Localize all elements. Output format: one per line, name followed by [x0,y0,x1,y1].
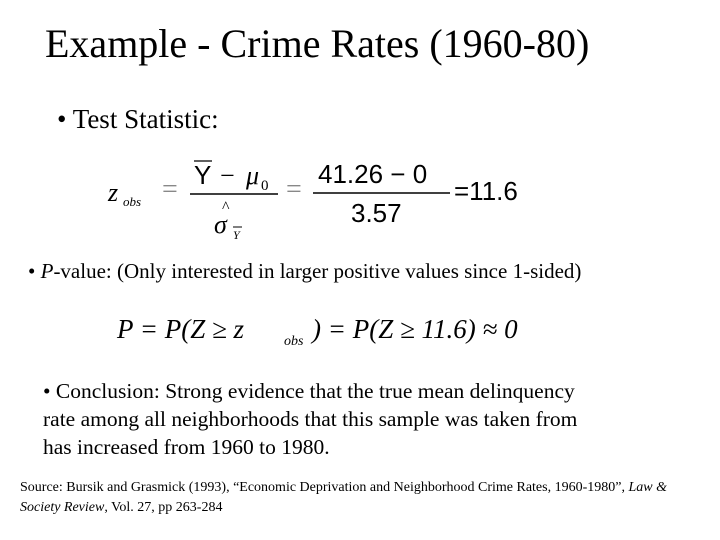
numerator-value: 41.26 − 0 [318,159,428,189]
p-value-text: -value: (Only interested in larger positive values since 1-sided) [53,259,582,283]
y-bar-symbol: Y [194,160,212,190]
mu-symbol: μ [246,161,260,190]
test-statistic-bullet: • Test Statistic: [57,104,219,134]
equals-sign-2: = [286,174,302,205]
source-citation [20,478,710,517]
mu-subscript: 0 [261,178,269,194]
z-obs-formula [100,148,560,243]
conclusion-line-1: • Conclusion: Strong evidence that the true mean delinquency [43,379,575,403]
p-value-formula [112,305,552,355]
minus-sign: − [220,161,235,190]
p-formula-part1: P = P(Z ≥ z [117,314,245,344]
hat-symbol: ^ [222,199,230,216]
p-value-bullet [28,259,581,284]
conclusion-line-2: rate among all neighborhoods that this sample was taken from [43,406,578,431]
equals-sign-1: = [162,174,178,205]
p-formula-obs-subscript: obs [284,334,304,349]
denominator-value: 3.57 [351,198,402,228]
z-symbol: z [108,178,119,207]
conclusion-line-3: has increased from 1960 to 1980. [43,434,330,459]
source-journal: Law & Society Review [20,480,667,515]
p-formula-part2: ) = P(Z ≥ 11.6) ≈ 0 [312,314,518,344]
source-text-2: , Vol. 27, pp 263-284 [104,499,223,515]
conclusion-paragraph [43,378,683,462]
sigma-subscript: Y [233,228,240,242]
source-text-1: Source: Bursik and Grasmick (1993), “Economic Deprivation and Neighborhood Crime Rates, 1960-1980”, [20,480,629,495]
result-value: =11.6 [454,176,518,206]
slide-title: Example - Crime Rates (1960-80) [45,21,590,66]
bullet-glyph: • [28,259,41,283]
p-italic: P [40,259,54,283]
z-obs-subscript: obs [123,194,142,209]
sigma-symbol: σ [214,210,227,239]
